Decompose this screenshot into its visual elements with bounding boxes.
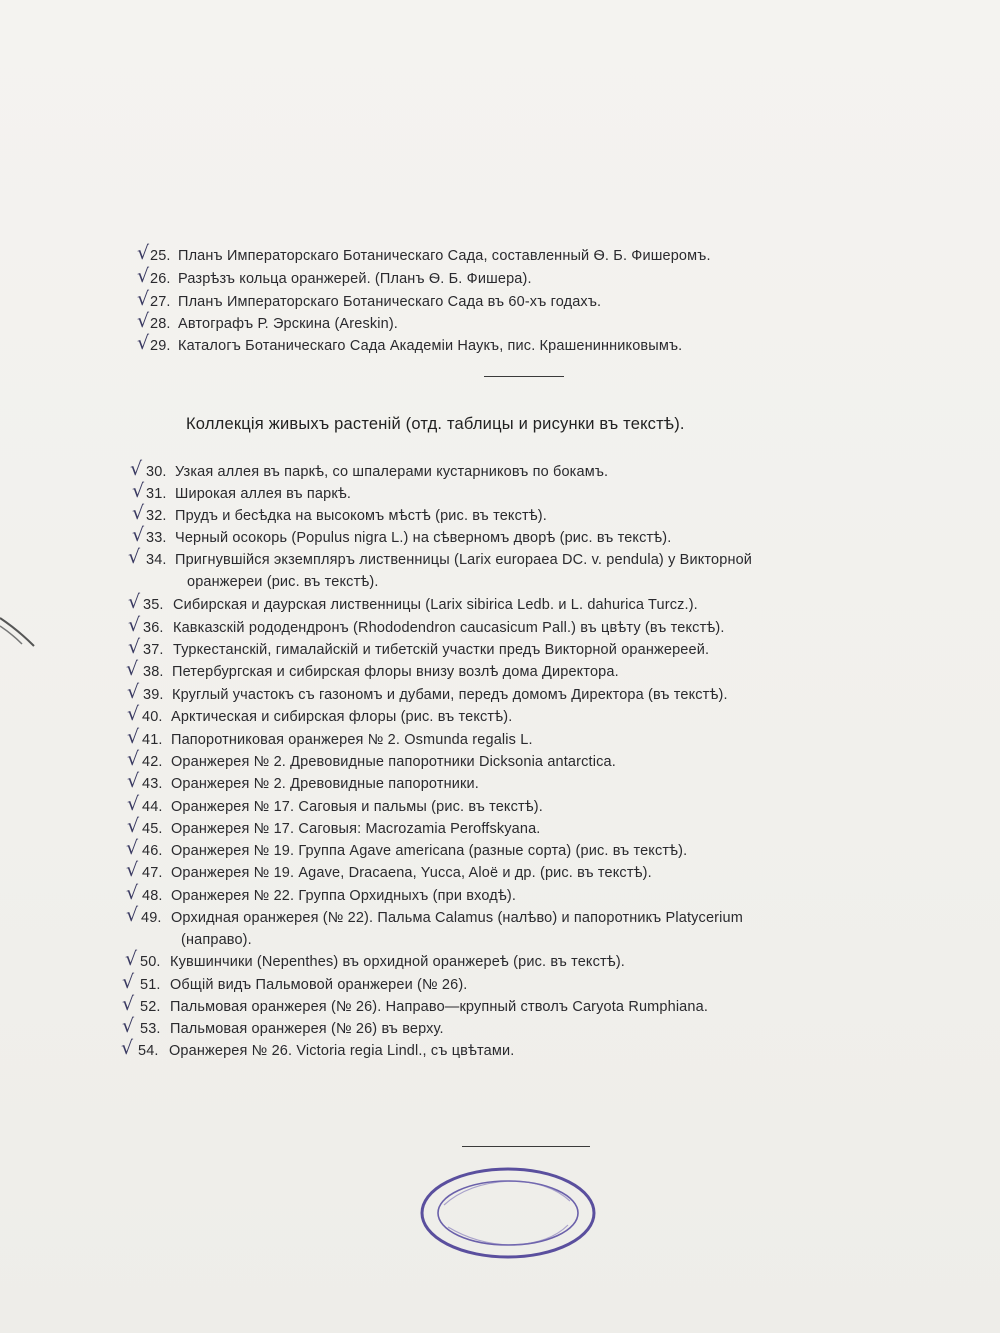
item-number: 33. bbox=[146, 530, 167, 546]
item-text: Оранжерея № 26. Victoria regia Lindl., съ цвѣтами. bbox=[169, 1043, 515, 1059]
pencil-check-mark: √ bbox=[127, 793, 140, 815]
item-number: 53. bbox=[140, 1021, 161, 1037]
item-text: Кувшинчики (Nepenthes) въ орхидной оранжереѣ (рис. въ текстѣ). bbox=[170, 954, 625, 970]
item-text: Пальмовая оранжерея (№ 26). Направо—крупный стволъ Caryota Rumphiana. bbox=[170, 999, 709, 1015]
pencil-check-mark: √ bbox=[126, 904, 139, 926]
item-text: Прудъ и бесѣдка на высокомъ мѣстѣ (рис. въ текстѣ). bbox=[175, 508, 547, 524]
list-item bbox=[0, 793, 1000, 818]
item-number: 30. bbox=[146, 464, 167, 480]
list-item bbox=[0, 993, 1000, 1018]
pencil-check-mark: √ bbox=[127, 748, 140, 770]
list-item bbox=[0, 837, 1000, 862]
item-text-continuation: (направо). bbox=[181, 932, 252, 948]
pencil-check-mark: √ bbox=[122, 971, 135, 993]
pencil-check-mark: √ bbox=[137, 332, 150, 354]
item-number: 44. bbox=[142, 799, 163, 815]
pencil-check-mark: √ bbox=[127, 681, 140, 703]
item-number: 38. bbox=[143, 664, 164, 680]
list-item bbox=[0, 815, 1000, 840]
list-item bbox=[0, 1015, 1000, 1040]
pencil-check-mark: √ bbox=[137, 288, 150, 310]
list-item bbox=[0, 770, 1000, 795]
list-item bbox=[0, 859, 1000, 884]
list-item bbox=[0, 971, 1000, 996]
pencil-check-mark: √ bbox=[128, 614, 141, 636]
item-number: 41. bbox=[142, 732, 163, 748]
list-item bbox=[0, 332, 1000, 357]
pencil-check-mark: √ bbox=[126, 658, 139, 680]
item-number: 28. bbox=[150, 316, 171, 332]
pencil-check-mark: √ bbox=[126, 882, 139, 904]
list-item bbox=[0, 636, 1000, 661]
item-number: 42. bbox=[142, 754, 163, 770]
pencil-check-mark: √ bbox=[127, 815, 140, 837]
pencil-check-mark: √ bbox=[126, 859, 139, 881]
item-number: 29. bbox=[150, 338, 171, 354]
item-text-continuation: оранжереи (рис. въ текстѣ). bbox=[187, 574, 379, 590]
item-text: Орхидная оранжерея (№ 22). Пальма Calamus (налѣво) и папоротникъ Platycerium bbox=[171, 910, 743, 926]
list-item bbox=[0, 458, 1000, 483]
pencil-check-mark: √ bbox=[137, 242, 150, 264]
item-text: Каталогъ Ботаническаго Сада Академіи Наукъ, пис. Крашенинниковымъ. bbox=[178, 338, 683, 354]
item-text: Планъ Императорскаго Ботаническаго Сада въ 60-хъ годахъ. bbox=[178, 294, 602, 310]
pencil-check-mark: √ bbox=[127, 770, 140, 792]
item-text: Общій видъ Пальмовой оранжереи (№ 26). bbox=[170, 977, 468, 993]
pencil-check-mark: √ bbox=[125, 948, 138, 970]
item-text: Круглый участокъ съ газономъ и дубами, передъ домомъ Директора (въ текстѣ). bbox=[172, 687, 728, 703]
list-item bbox=[0, 1037, 1000, 1062]
list-item bbox=[0, 265, 1000, 290]
item-number: 40. bbox=[142, 709, 163, 725]
item-number: 34. bbox=[146, 552, 167, 568]
item-number: 36. bbox=[143, 620, 164, 636]
list-item bbox=[0, 502, 1000, 527]
pencil-check-mark: √ bbox=[132, 502, 145, 524]
item-text: Петербургская и сибирская флоры внизу возлѣ дома Директора. bbox=[172, 664, 619, 680]
item-number: 35. bbox=[143, 597, 164, 613]
list-item bbox=[0, 948, 1000, 973]
item-text: Оранжерея № 2. Древовидные папоротники. bbox=[171, 776, 479, 792]
item-text: Оранжерея № 19. Группа Agave americana (разные сорта) (рис. въ текстѣ). bbox=[171, 843, 688, 859]
item-text: Сибирская и даурская лиственницы (Larix sibirica Ledb. и L. dahurica Turcz.). bbox=[173, 597, 698, 613]
item-text: Арктическая и сибирская флоры (рис. въ текстѣ). bbox=[171, 709, 513, 725]
pencil-check-mark: √ bbox=[122, 993, 135, 1015]
item-text: Разрѣзъ кольца оранжерей. (Планъ Ѳ. Б. Фишера). bbox=[178, 271, 532, 287]
item-text: Черный осокорь (Populus nigra L.) на сѣверномъ дворѣ (рис. въ текстѣ). bbox=[175, 530, 672, 546]
item-text: Оранжерея № 22. Группа Орхидныхъ (при входѣ). bbox=[171, 888, 517, 904]
pencil-check-mark: √ bbox=[126, 837, 139, 859]
list-item bbox=[0, 546, 1000, 571]
item-text: Широкая аллея въ паркѣ. bbox=[175, 486, 352, 502]
item-number: 27. bbox=[150, 294, 171, 310]
item-number: 46. bbox=[142, 843, 163, 859]
section-divider bbox=[484, 376, 564, 377]
list-item bbox=[0, 726, 1000, 751]
item-text: Пальмовая оранжерея (№ 26) въ верху. bbox=[170, 1021, 444, 1037]
item-number: 26. bbox=[150, 271, 171, 287]
item-number: 32. bbox=[146, 508, 167, 524]
item-text: Оранжерея № 17. Саговыя: Macrozamia Peroffskyana. bbox=[171, 821, 541, 837]
item-text: Оранжерея № 17. Саговыя и пальмы (рис. въ текстѣ). bbox=[171, 799, 543, 815]
list-item bbox=[0, 882, 1000, 907]
list-item bbox=[0, 748, 1000, 773]
list-item bbox=[0, 658, 1000, 683]
item-number: 48. bbox=[142, 888, 163, 904]
item-text: Туркестанскій, гималайскій и тибетскій участки предъ Викторной оранжереей. bbox=[173, 642, 710, 658]
item-text: Планъ Императорскаго Ботаническаго Сада, составленный Ѳ. Б. Фишеромъ. bbox=[178, 248, 711, 264]
pencil-check-mark: √ bbox=[128, 546, 141, 568]
pencil-check-mark: √ bbox=[137, 265, 150, 287]
item-number: 31. bbox=[146, 486, 167, 502]
item-number: 39. bbox=[143, 687, 164, 703]
item-text: Автографъ Р. Эрскина (Areskin). bbox=[178, 316, 398, 332]
pencil-check-mark: √ bbox=[128, 591, 141, 613]
item-text: Пригнувшійся экземпляръ лиственницы (Larix europaea DC. v. pendula) у Викторной bbox=[175, 552, 753, 568]
item-text: Папоротниковая оранжерея № 2. Osmunda regalis L. bbox=[171, 732, 533, 748]
item-number: 52. bbox=[140, 999, 161, 1015]
pencil-check-mark: √ bbox=[132, 524, 145, 546]
item-text: Оранжерея № 19. Agave, Dracaena, Yucca, Aloё и др. (рис. въ текстѣ). bbox=[171, 865, 652, 881]
item-number: 49. bbox=[141, 910, 162, 926]
list-item bbox=[0, 703, 1000, 728]
pencil-check-mark: √ bbox=[128, 636, 141, 658]
pencil-check-mark: √ bbox=[127, 703, 140, 725]
list-item bbox=[0, 242, 1000, 267]
item-text: Кавказскій рододендронъ (Rhododendron caucasicum Pall.) въ цвѣту (въ текстѣ). bbox=[173, 620, 725, 636]
list-item bbox=[0, 591, 1000, 616]
pencil-check-mark: √ bbox=[132, 480, 145, 502]
pencil-check-mark: √ bbox=[130, 458, 143, 480]
list-item bbox=[0, 904, 1000, 929]
pencil-check-mark: √ bbox=[121, 1037, 134, 1059]
item-number: 47. bbox=[142, 865, 163, 881]
item-text: Узкая аллея въ паркѣ, со шпалерами кустарниковъ по бокамъ. bbox=[175, 464, 609, 480]
pencil-check-mark: √ bbox=[127, 726, 140, 748]
item-number: 51. bbox=[140, 977, 161, 993]
list-item bbox=[0, 480, 1000, 505]
list-item bbox=[0, 524, 1000, 549]
item-number: 37. bbox=[143, 642, 164, 658]
section-divider bbox=[462, 1146, 590, 1147]
list-item bbox=[0, 614, 1000, 639]
item-number: 45. bbox=[142, 821, 163, 837]
item-number: 43. bbox=[142, 776, 163, 792]
item-number: 25. bbox=[150, 248, 171, 264]
item-number: 50. bbox=[140, 954, 161, 970]
list-item bbox=[0, 681, 1000, 706]
pencil-check-mark: √ bbox=[122, 1015, 135, 1037]
list-item bbox=[0, 310, 1000, 335]
library-stamp bbox=[418, 1165, 598, 1261]
list-item bbox=[0, 288, 1000, 313]
item-number: 54. bbox=[138, 1043, 159, 1059]
item-text: Оранжерея № 2. Древовидные папоротники Dicksonia antarctica. bbox=[171, 754, 616, 770]
section-heading: Коллекція живыхъ растеній (отд. таблицы и рисунки въ текстѣ). bbox=[186, 415, 685, 433]
pencil-check-mark: √ bbox=[137, 310, 150, 332]
